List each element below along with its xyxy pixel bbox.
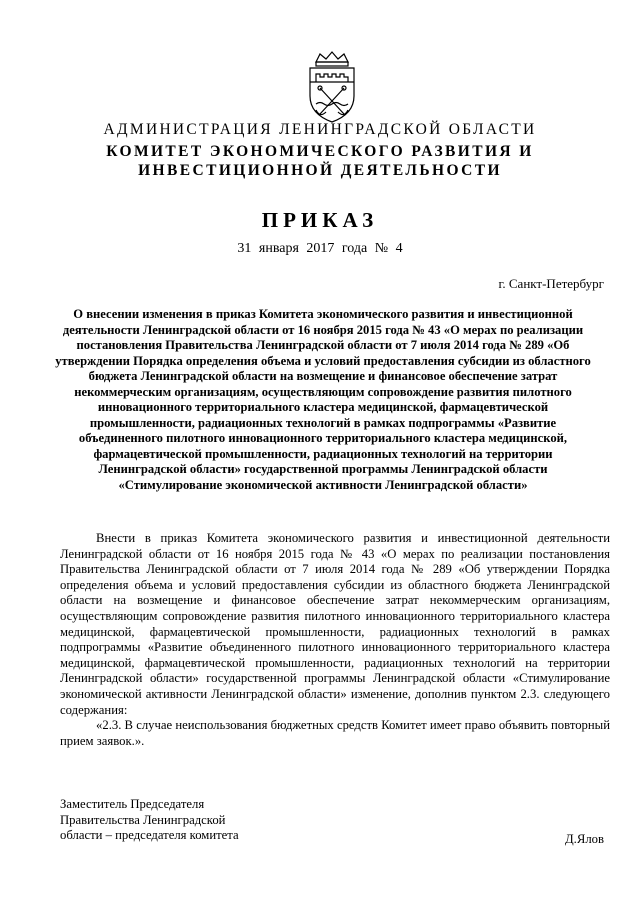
signatory-position-line1: Заместитель Председателя (60, 797, 205, 811)
signatory-position (60, 797, 239, 844)
committee-heading-line2: ИНВЕСТИЦИОННОЙ ДЕЯТЕЛЬНОСТИ (138, 162, 502, 179)
city: г. Санкт-Петербург (498, 276, 604, 291)
order-body (60, 531, 610, 749)
coat-of-arms-emblem (302, 48, 362, 126)
signatory-position-line2: Правительства Ленинградской (60, 812, 226, 827)
order-subject: О внесении изменения в приказ Комитета экономического развития и инвестиционной деятельности Ленинградской области от 16 ноября 2015 года № 43 «О мерах по реализации постановления Правительства Ленинградской области от 7 июля 2014 года № 289 «Об утверждении Порядка определения объема и условий предоставления субсидии из областного бюджета Ленинградской области на возмещение и финансовое обеспечение затрат некоммерческим организациям, осуществляющим сопровождение развития пилотного инновационного территориального кластера медицинской, фармацевтической промышленности, радиационных технологий в рамках подпрограммы «Развитие объединенного пилотного инновационного территориального кластера медицинской, фармацевтической промышленности, радиационных технологий на территории Ленинградской области» государственной программы Ленинградской области «Стимулирование экономической активности Ленинградской области» (55, 307, 591, 492)
body-paragraph-amendment: «2.3. В случае неиспользования бюджетных средств Комитет имеет право объявить повторный прием заявок.». (60, 718, 610, 748)
committee-heading-line1: КОМИТЕТ ЭКОНОМИЧЕСКОГО РАЗВИТИЯ И (106, 143, 534, 160)
body-paragraph-main: Внести в приказ Комитета экономического развития и инвестиционной деятельности Ленинградской области от 16 ноября 2015 года № 43 «О мерах по реализации постановления Правительства Ленинградской области от 7 июля 2014 года № 289 «Об утверждении Порядка определения объема и условий предоставления субсидии из областного бюджета Ленинградской области на возмещение и финансовое обеспечение затрат некоммерческим организациям, осуществляющим сопровождение развития пилотного инновационного территориального кластера медицинской, фармацевтической промышленности, радиационных технологий в рамках подпрограммы «Развитие объединенного пилотного инновационного территориального кластера медицинской, фармацевтической промышленности, радиационных технологий на территории Ленинградской области» государственной программы Ленинградской области «Стимулирование экономической активности Ленинградской области» изменение, дополнив пунктом 2.3. следующего содержания: (60, 531, 610, 717)
signatory-name: Д.Ялов (565, 832, 604, 846)
document-type-title: ПРИКАЗ (261, 208, 379, 232)
administration-heading: АДМИНИСТРАЦИЯ ЛЕНИНГРАДСКОЙ ОБЛАСТИ (103, 121, 537, 138)
date-and-number: 31 января 2017 года № 4 (237, 241, 403, 256)
signatory-position-line3: области – председателя комитета (60, 828, 239, 843)
